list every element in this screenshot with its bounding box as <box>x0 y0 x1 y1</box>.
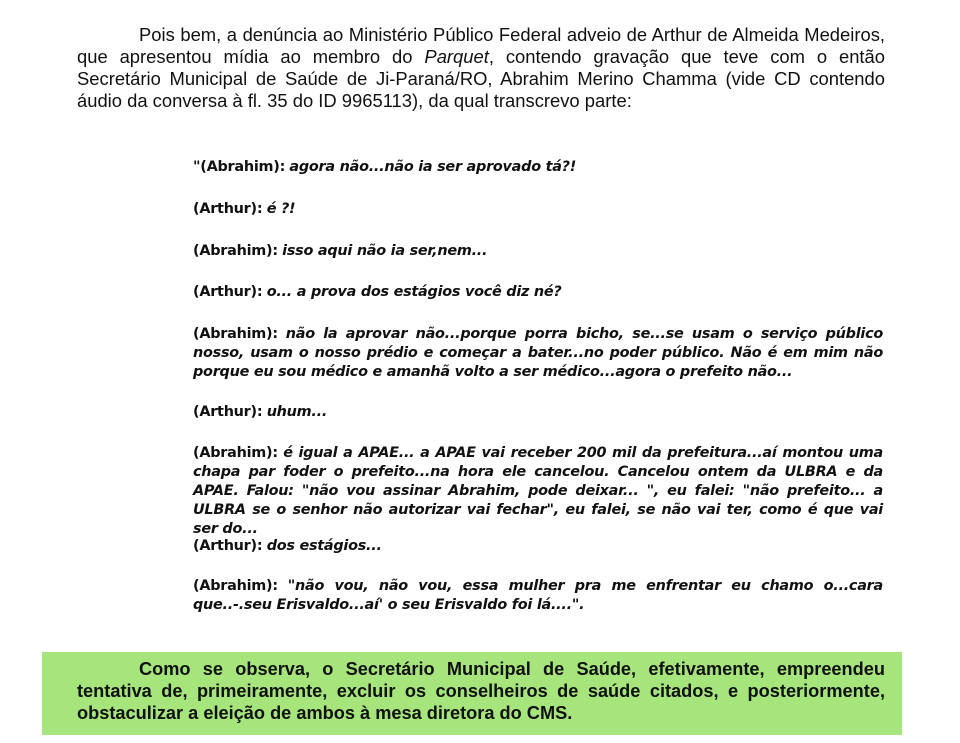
dialogue-line <box>193 242 883 261</box>
dialogue-line <box>193 158 883 177</box>
dialogue-line <box>193 537 883 556</box>
dialogue-line <box>193 283 883 302</box>
intro-emphasis: Parquet <box>424 46 489 67</box>
speaker-label: (Arthur): <box>193 404 263 420</box>
dialogue-line <box>193 577 883 615</box>
speaker-label: (Abrahim): <box>193 445 278 461</box>
speech-text: é igual a APAE... a APAE vai receber 200 mil da prefeitura...aí montou uma chapa par foder o prefeito...na hora ele cancelou. Cancelou ontem da ULBRA e da APAE. Falou: "não vou assinar Abrahim, pode deixar... ", eu falei: "não prefeito... a ULBRA se o senhor não autorizar vai fechar", eu falei, se não vai ter, como é que vai ser do... <box>193 445 883 537</box>
intro-text-part2: , contendo gravação que teve com o então Secretário Municipal de Saúde de Ji-Paraná/RO, Abrahim Merino Chamma (vide CD contendo áudio da conversa à fl. 35 do ID 9965113), da qual transcrevo parte: <box>77 46 885 111</box>
intro-paragraph <box>77 24 885 112</box>
speaker-label: "(Abrahim): <box>193 159 286 175</box>
speech-text: o... a prova dos estágios você diz né? <box>266 284 562 300</box>
speaker-label: (Arthur): <box>193 201 263 217</box>
dialogue-line <box>193 444 883 539</box>
speech-text: agora não...não ia ser aprovado tá?! <box>289 159 577 175</box>
speech-text: é ?! <box>266 201 296 217</box>
dialogue-line <box>193 403 883 422</box>
speaker-label: (Abrahim): <box>193 578 278 594</box>
speaker-label: (Arthur): <box>193 284 263 300</box>
dialogue-line <box>193 325 883 382</box>
speech-text: não la aprovar não...porque porra bicho, se...se usam o serviço público nosso, usam o nosso prédio e começar a bater...no poder público. Não é em mim não porque eu sou médico e amanhã volto a ser médico...agora o prefeito não... <box>193 326 884 380</box>
speech-text: "não vou, não vou, essa mulher pra me enfrentar eu chamo o...cara que..-.seu Erisvaldo...aí' o seu Erisvaldo foi lá....". <box>193 578 883 613</box>
speaker-label: (Abrahim): <box>193 326 278 342</box>
speaker-label: (Arthur): <box>193 538 263 554</box>
conclusion-text: Como se observa, o Secretário Municipal de Saúde, efetivamente, empreendeu tentativa de, primeiramente, excluir os conselheiros de saúde citados, e posteriormente, obstaculizar a eleição de ambos à mesa diretora do CMS. <box>77 659 885 723</box>
speech-text: isso aqui não ia ser,nem... <box>282 243 488 259</box>
speech-text: uhum... <box>266 404 328 420</box>
intro-text-part1: Pois bem, a denúncia ao Ministério Público Federal adveio de Arthur de Almeida Medeiros, que apresentou mídia ao membro do <box>77 24 885 67</box>
speech-text: dos estágios... <box>266 538 382 554</box>
dialogue-line <box>193 200 883 219</box>
conclusion-paragraph <box>77 658 885 724</box>
speaker-label: (Abrahim): <box>193 243 278 259</box>
